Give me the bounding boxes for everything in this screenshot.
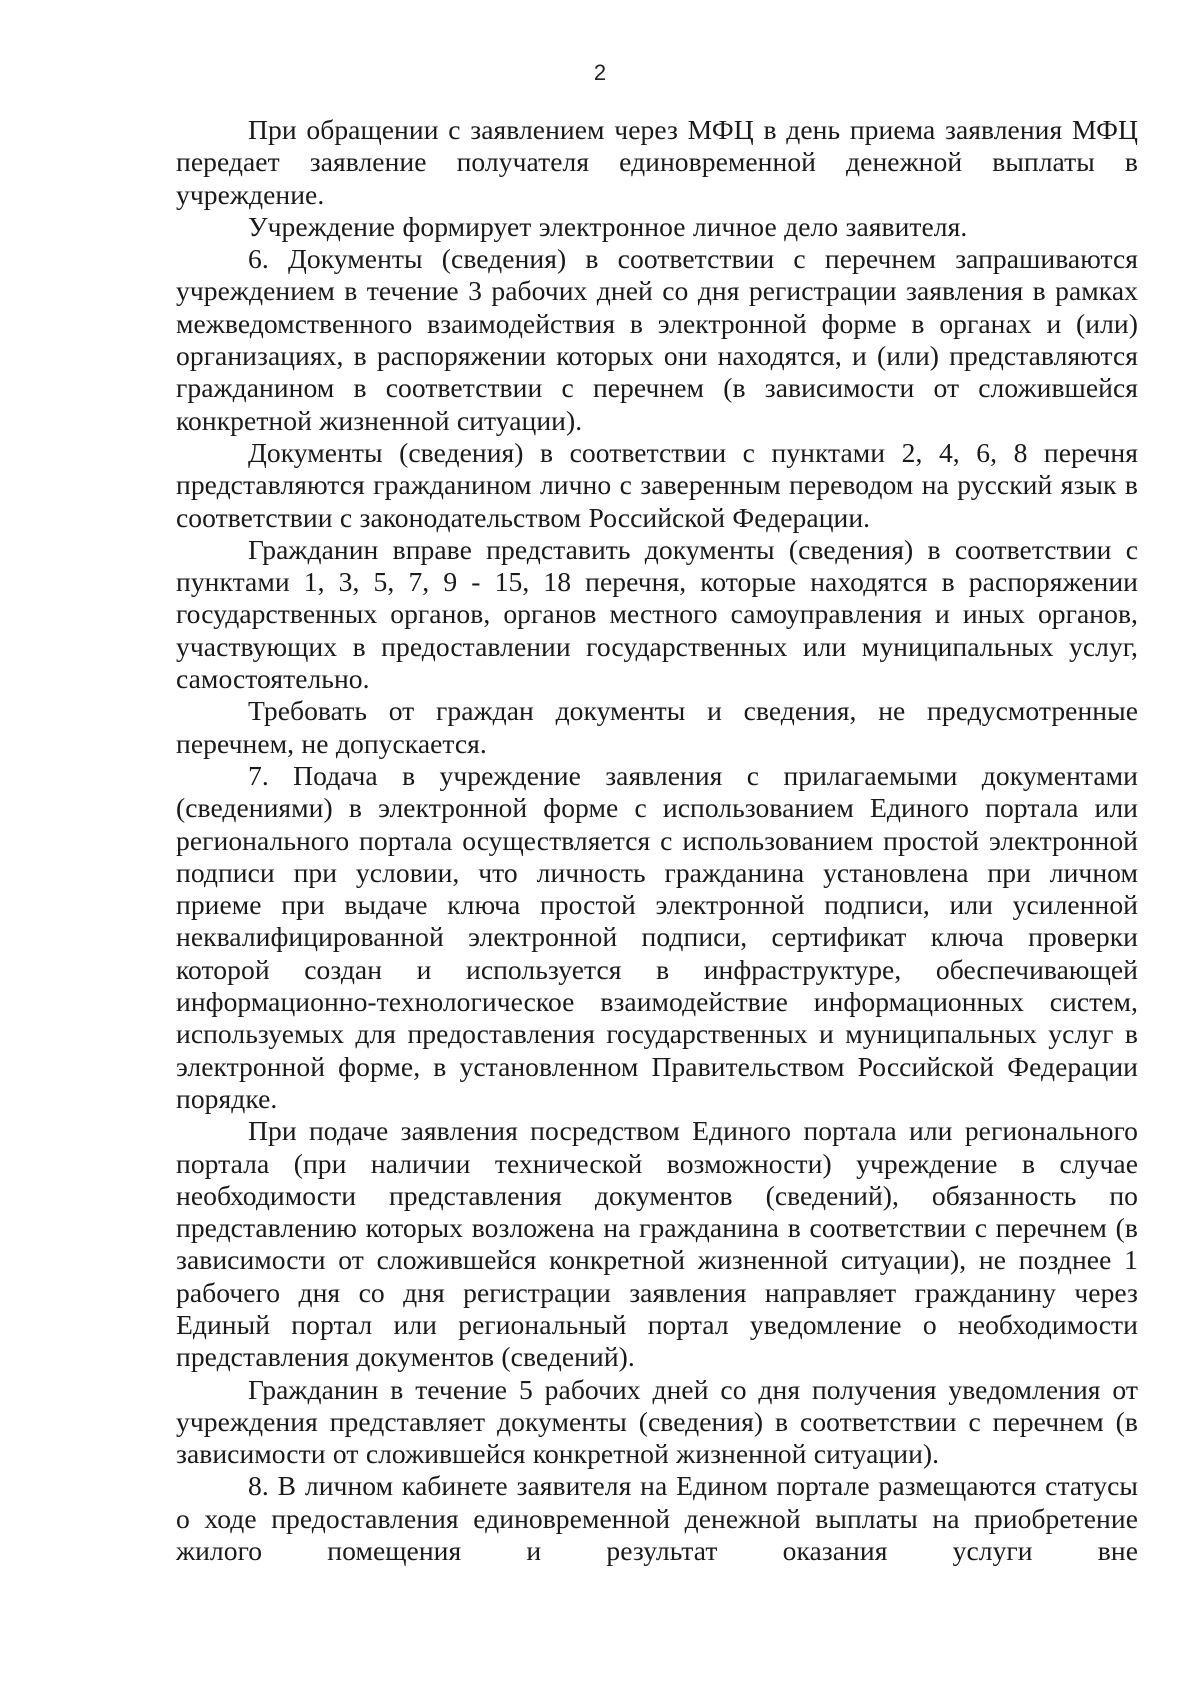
- paragraph-item-8: 8. В личном кабинете заявителя на Едином портале размещаются статусы о ходе предоставления единовременной денежной выплаты на приобретение жилого помещения и результат оказания услуги вне: [176, 1470, 1138, 1567]
- paragraph-not-allowed: Требовать от граждан документы и сведения, не предусмотренные перечнем, не допускается.: [176, 695, 1138, 759]
- paragraph-item-6: 6. Документы (сведения) в соответствии с перечнем запрашиваются учреждением в течение 3 рабочих дней со дня регистрации заявления в рамках межведомственного взаимодействия в электронной форме в органах и (или) организациях, в распоряжении которых они находятся, и (или) представляются гражданином в соответствии с перечнем (в зависимости от сложившейся конкретной жизненной ситуации).: [176, 243, 1138, 436]
- paragraph-five-days: Гражданин в течение 5 рабочих дней со дня получения уведомления от учреждения представляет документы (сведения) в соответствии с перечнем (в зависимости от сложившейся конкретной жизненной ситуации).: [176, 1373, 1138, 1470]
- paragraph-documents-translation: Документы (сведения) в соответствии с пунктами 2, 4, 6, 8 перечня представляются гражданином лично с заверенным переводом на русский язык в соответствии с законодательством Российской Федерации.: [176, 436, 1138, 533]
- paragraph-mfc-submission: При обращении с заявлением через МФЦ в день приема заявления МФЦ передает заявление получателя единовременной денежной выплаты в учреждение.: [176, 114, 1138, 210]
- page-number: 2: [593, 60, 607, 85]
- paragraph-personal-file: Учреждение формирует электронное личное дело заявителя.: [248, 210, 968, 242]
- paragraph-item-7: 7. Подача в учреждение заявления с прилагаемыми документами (сведениями) в электронной форме с использованием Единого портала или регионального портала осуществляется с использованием простой электронной подписи при условии, что личность гражданина установлена при личном приеме при выдаче ключа простой электронной подписи, или усиленной неквалифицированной электронной подписи, сертификат ключа проверки которой создан и используется в инфраструктуре, обеспечивающей информационно-технологическое взаимодействие информационных систем, используемых для предоставления государственных и муниципальных услуг в электронной форме, в установленном Правительством Российской Федерации порядке.: [176, 759, 1138, 1114]
- paragraph-citizen-right: Гражданин вправе представить документы (сведения) в соответствии с пунктами 1, 3, 5, 7, 9 - 15, 18 перечня, которые находятся в распоряжении государственных органов, органов местного самоуправления и иных органов, участвующих в предоставлении государственных или муниципальных услуг, самостоятельно.: [176, 533, 1138, 695]
- document-body: [176, 114, 1138, 1567]
- paragraph-portal-submission: При подаче заявления посредством Единого портала или регионального портала (при наличии технической возможности) учреждение в случае необходимости представления документов (сведений), обязанность по представлению которых возложена на гражданина в соответствии с перечнем (в зависимости от сложившейся конкретной жизненной ситуации), не позднее 1 рабочего дня со дня регистрации заявления направляет гражданину через Единый портал или региональный портал уведомление о необходимости представления документов (сведений).: [176, 1115, 1138, 1373]
